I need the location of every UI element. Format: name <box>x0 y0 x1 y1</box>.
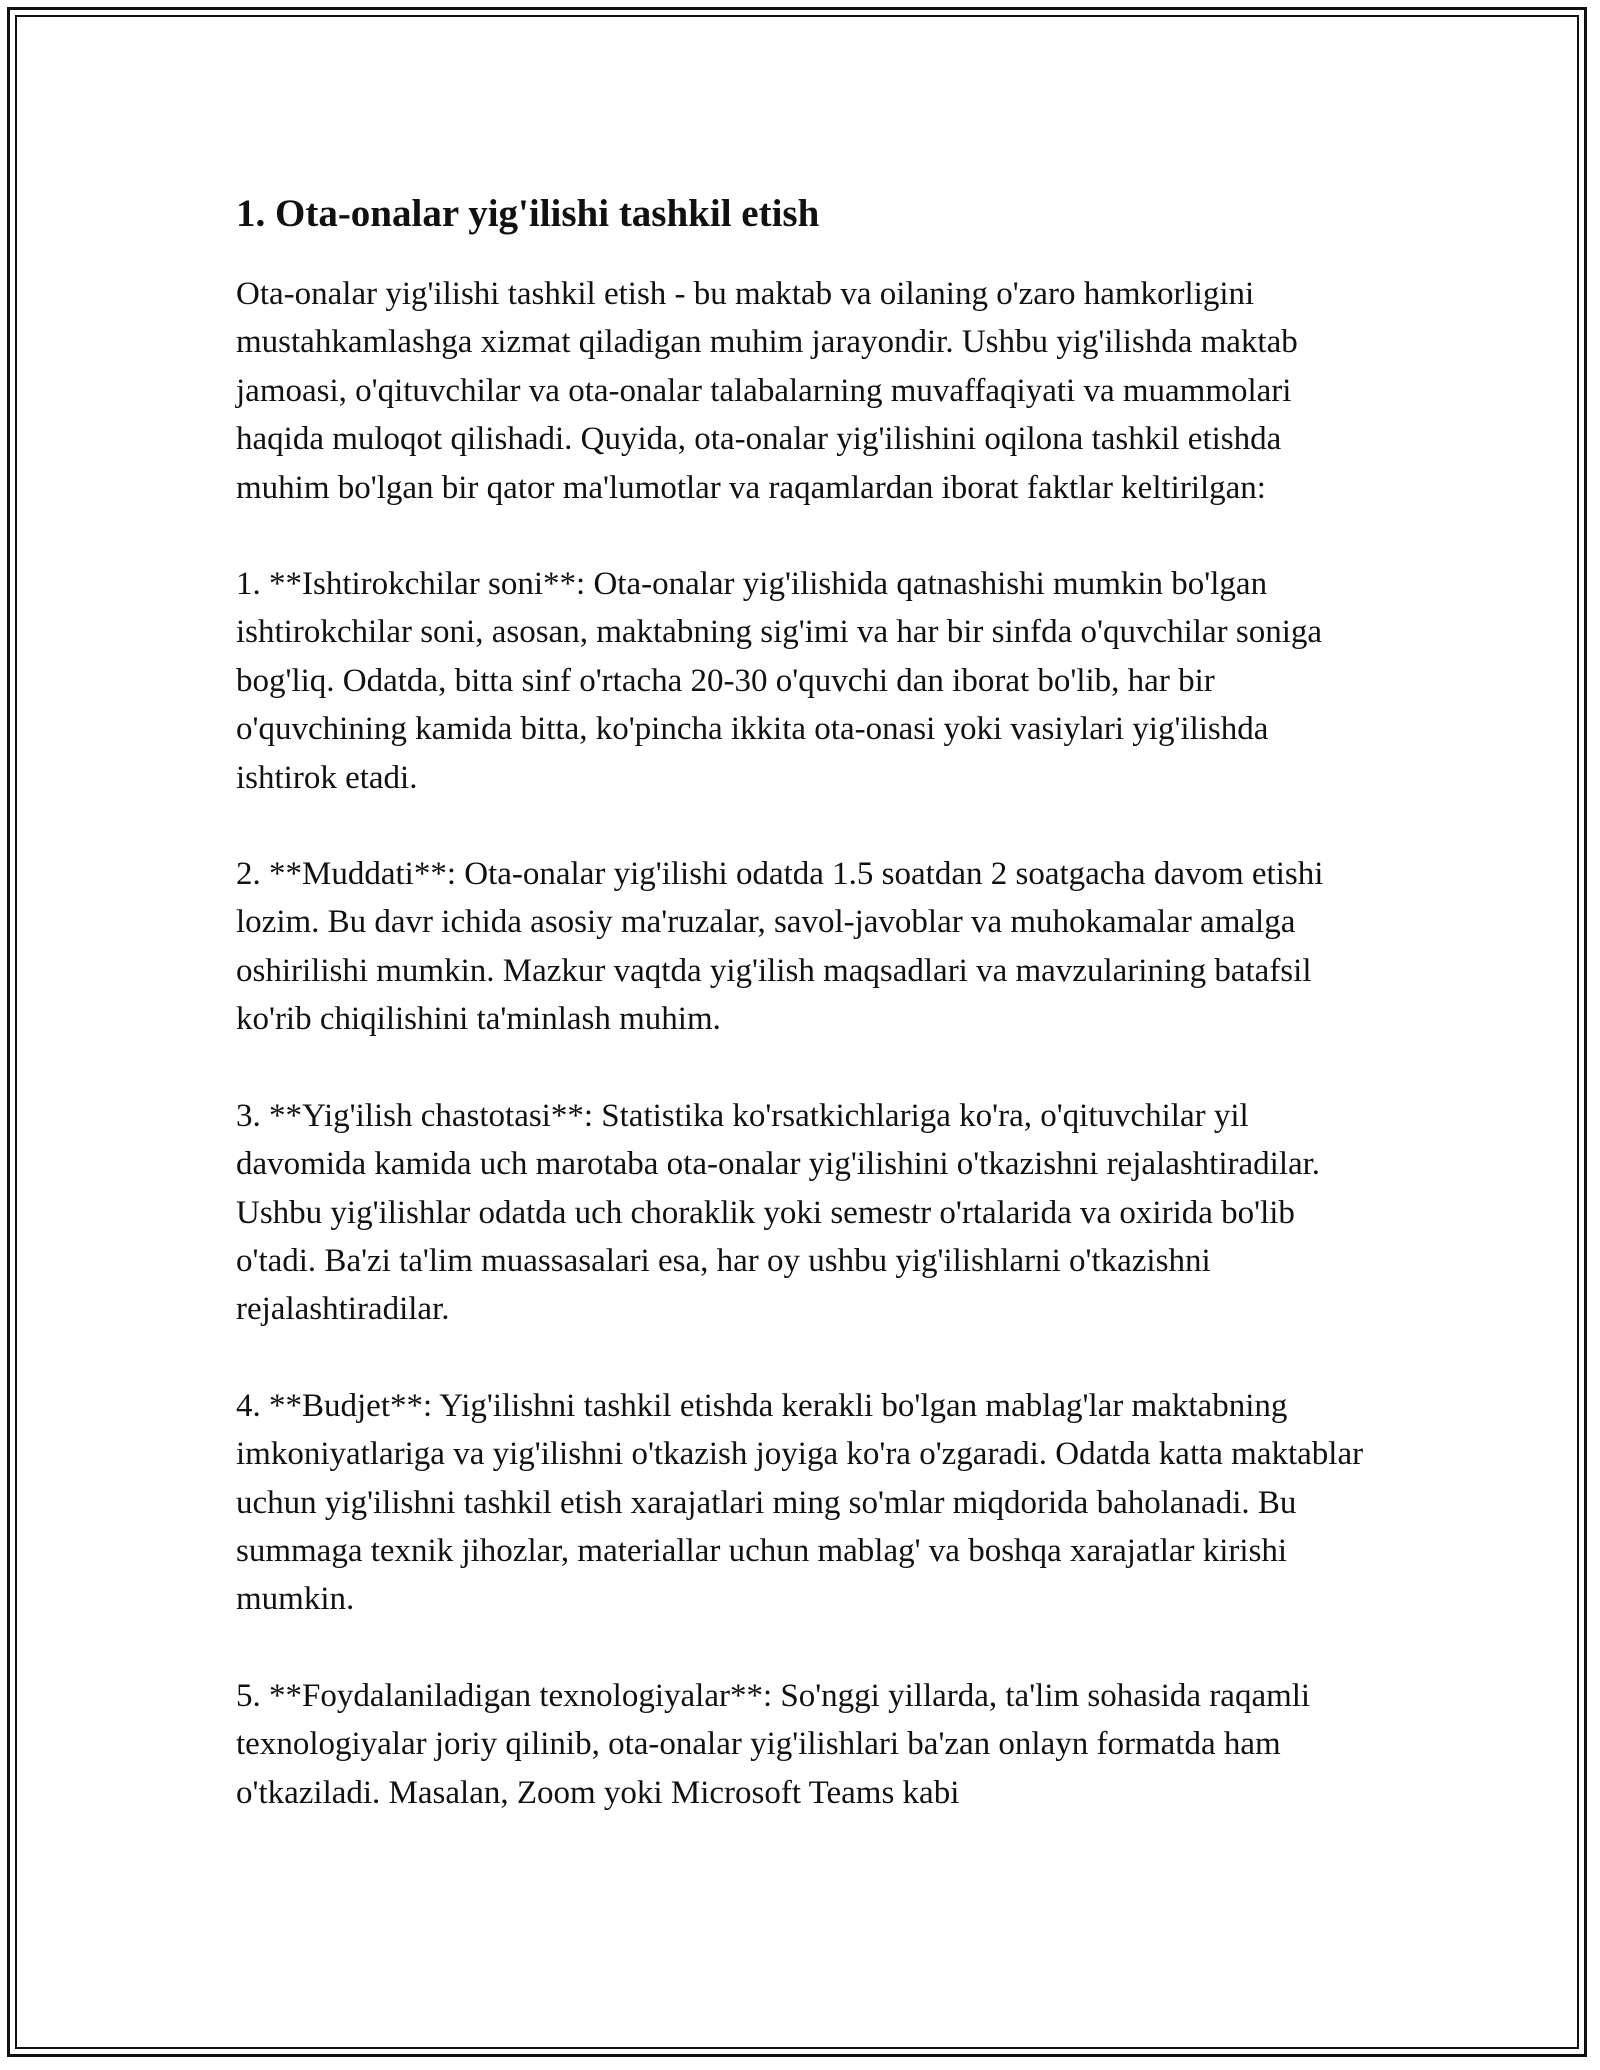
fact-participants-paragraph: 1. **Ishtirokchilar soni**: Ota-onalar yig'ilishida qatnashishi mumkin bo'lgan ishtirokchilar soni, asosan, maktabning sig'imi va har bir sinfda o'quvchilar soniga bog'liq. Odatda, bitta sinf o'rtacha 20-30 o'quvchi dan iborat bo'lib, har bir o'quvchining kamida bitta, ko'pincha ikkita ota-onasi yoki vasiylari yig'ilishda ishtirok etadi. <box>236 566 1323 796</box>
fact-duration-paragraph: 2. **Muddati**: Ota-onalar yig'ilishi odatda 1.5 soatdan 2 soatgacha davom etishi lozim. Bu davr ichida asosiy ma'ruzalar, savol-javoblar va muhokamalar amalga oshirilishi mumkin. Mazkur vaqtda yig'ilish maqsadlari va mavzularining batafsil ko'rib chiqilishini ta'minlash muhim. <box>236 856 1324 1038</box>
fact-technologies-paragraph: 5. **Foydalaniladigan texnologiyalar**: So'nggi yillarda, ta'lim sohasida raqamli texnologiyalar joriy qilinib, ota-onalar yig'ilishlari ba'zan onlayn formatda ham o'tkaziladi. Masalan, Zoom yoki Microsoft Teams kabi <box>236 1677 1311 1811</box>
fact-frequency-paragraph: 3. **Yig'ilish chastotasi**: Statistika ko'rsatkichlariga ko'ra, o'qituvchilar yil davomida kamida uch marotaba ota-onalar yig'ilishini o'tkazishni rejalashtiradilar. Ushbu yig'ilishlar odatda uch choraklik yoki semestr o'rtalarida va oxirida bo'lib o'tadi. Ba'zi ta'lim muassasalari esa, har oy ushbu yig'ilishlarni o'tkazishni rejalashtiradilar. <box>236 1097 1321 1328</box>
intro-paragraph: Ota-onalar yig'ilishi tashkil etish - bu maktab va oilaning o'zaro hamkorligini mustahkamlashga xizmat qiladigan muhim jarayondir. Ushbu yig'ilishda maktab jamoasi, o'qituvchilar va ota-onalar talabalarning muvaffaqiyati va muammolari haqida muloqot qilishadi. Quyida, ota-onalar yig'ilishini oqilona tashkil etishda muhim bo'lgan bir qator ma'lumotlar va raqamlardan iborat faktlar keltirilgan: <box>236 276 1298 506</box>
document-body <box>236 186 1376 1865</box>
fact-budget-paragraph: 4. **Budjet**: Yig'ilishni tashkil etishda kerakli bo'lgan mablag'lar maktabning imkoniyatlariga va yig'ilishni o'tkazish joyiga ko'ra o'zgaradi. Odatda katta maktablar uchun yig'ilishni tashkil etish xarajatlari ming so'mlar miqdorida baholanadi. Bu summaga texnik jihozlar, materiallar uchun mablag' va boshqa xarajatlar kirishi mumkin. <box>236 1387 1364 1618</box>
section-heading: 1. Ota-onalar yig'ilishi tashkil etish <box>236 192 820 235</box>
